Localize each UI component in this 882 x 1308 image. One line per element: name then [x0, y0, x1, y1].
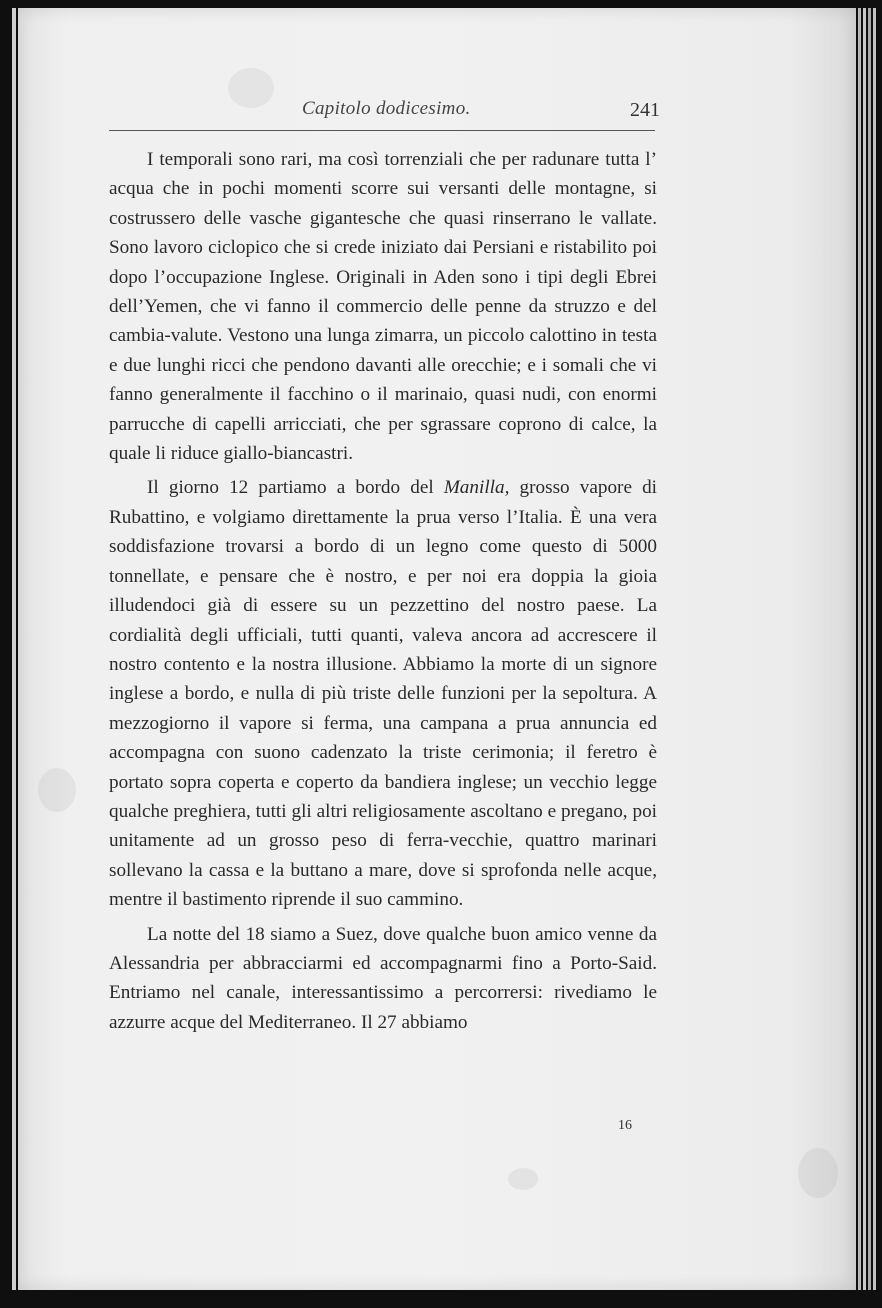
- chapter-title: Capitolo dodicesimo.: [302, 98, 471, 119]
- page-edge-right: [858, 8, 861, 1290]
- page-edge-left: [12, 8, 16, 1290]
- paragraph-2-rest: grosso vapore di Rubattino, e volgiamo direttamente la prua verso l’Italia. È una vera soddisfazione trovarsi a bordo di un legno come questo di 5000 tonnellate, e pensare che è nostro, e per noi era doppia la gioia illudendoci già di essere su un pezzettino del nostro paese. La cordialità degli ufficiali, tutti quanti, valeva ancora ad accrescere il nostro contento e la nostra illusione. Abbiamo la morte di un signore inglese a bordo, e nulla di più triste delle funzioni per la sepoltura. A mezzogiorno il vapore si ferma, una campana a prua annuncia ed accompagna con suono cadenzato la triste cerimonia; il feretro è portato sopra coperta e coperto da bandiera inglese; un vecchio legge qualche preghiera, tutti gli altri religiosamente ascoltano e pregano, poi unitamente ad un grosso peso di ferra-vecchie, quattro marinari sollevano la cassa e la buttano a mare, dove si sprofonda nelle acque, mentre il bastimento riprende il suo cammino.: [109, 477, 658, 911]
- page-edge-right: [873, 8, 876, 1290]
- header-rule: [109, 130, 655, 131]
- signature-mark: 16: [618, 1118, 632, 1133]
- paper-stain: [508, 1168, 538, 1190]
- page-number: 241: [630, 99, 660, 121]
- paragraph-1: I temporali sono rari, ma così torrenziali che per radunare tutta l’ acqua che in pochi momenti scorre sui versanti delle montagne, si costrussero delle vasche gigantesche che quasi rinserrano le vallate. Sono lavoro ciclopico che si crede iniziato dai Persiani e ristabilito poi dopo l’occupazione Inglese. Originali in Aden sono i tipi degli Ebrei dell’Yemen, che vi fanno il commercio delle penne da struzzo e del cambia-valute. Vestono una lunga zimarra, un piccolo calottino in testa e due lunghi ricci che pendono davanti alle orecchie; e i somali che vi fanno generalmente il facchino o il marinaio, quasi nudi, con enormi parrucche di capelli arricciati, che per sgrassare coprono di calce, la quale li riduce giallo-biancastri.: [109, 149, 657, 465]
- ship-name: Manilla,: [443, 477, 510, 499]
- paragraph-2: [109, 473, 657, 914]
- paper-stain: [798, 1148, 838, 1198]
- page-edge-right: [863, 8, 866, 1290]
- book-page: [18, 8, 856, 1290]
- paragraph-3: La notte del 18 siamo a Suez, dove qualche buon amico venne da Alessandria per abbracciarmi ed accompagnarmi fino a Porto-Said. Entriamo nel canale, interessantissimo a percorrersi: rivediamo le azzurre acque del Mediterraneo. Il 27 abbiamo: [109, 923, 657, 1033]
- running-head: [18, 8, 856, 140]
- paragraph-2-start: Il giorno 12 partiamo a bordo del: [147, 477, 444, 499]
- paper-stain: [38, 768, 76, 812]
- body-text: [109, 145, 657, 1037]
- page-edge-right: [868, 8, 871, 1290]
